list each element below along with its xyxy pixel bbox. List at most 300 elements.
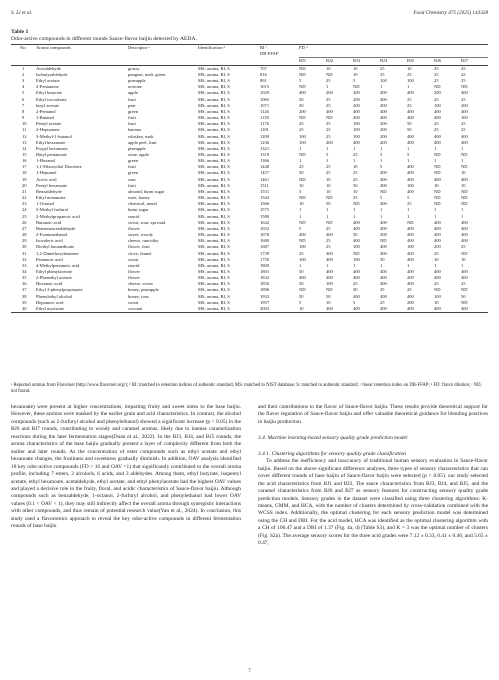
table-cell: 10	[326, 176, 331, 182]
table-cell: MS, aroma, RI, S	[198, 78, 230, 84]
table-cell: 40	[22, 305, 27, 311]
table-cell: 25	[461, 244, 466, 250]
table-cell: 1	[407, 158, 410, 164]
table-cell: 100	[407, 78, 414, 84]
table-cell: 14	[22, 145, 27, 151]
table-cell: 39	[22, 299, 27, 305]
table-cell: 400	[326, 305, 333, 311]
table-cell: fruit	[128, 164, 136, 170]
table-cell: 400	[380, 182, 387, 188]
table-cell: Butanoic acid	[36, 219, 62, 225]
table-cell: 400	[461, 238, 468, 244]
table-cell: 25	[299, 250, 304, 256]
table-cell: 22	[22, 195, 27, 201]
table-cell: Isovaleric acid	[36, 238, 63, 244]
table-cell: fruit	[128, 96, 136, 102]
table-cell: 10	[299, 182, 304, 188]
table-cell: 25	[461, 281, 466, 287]
table-cell: 10	[461, 256, 466, 262]
table-cell: 10	[326, 299, 331, 305]
table-cell: 25	[353, 170, 358, 176]
table-cell: 400	[353, 305, 360, 311]
table-cell: ND	[461, 299, 468, 305]
table-cell: 400	[353, 139, 360, 145]
table-cell: fruit	[128, 121, 136, 127]
table-cell: 25	[461, 127, 466, 133]
col-fd: FD ᵈ	[299, 45, 488, 58]
table-cell: 100	[353, 256, 360, 262]
table-cell: 25	[326, 238, 331, 244]
table-cell: MS, aroma, RI, S	[198, 71, 230, 77]
table-cell: 1	[326, 84, 329, 90]
table-cell: 10	[326, 182, 331, 188]
table-cell: 1461	[260, 176, 270, 182]
table-cell: 1-Hexanol	[36, 158, 56, 164]
table-cell: 38	[22, 293, 27, 299]
table-cell: ND	[461, 152, 468, 157]
table-row	[11, 65, 488, 72]
table-cell: 1832	[260, 275, 270, 281]
table-cell: 400	[380, 96, 387, 102]
table-cell: 1	[326, 158, 329, 164]
table-cell: almond, burnt sugar	[128, 188, 165, 194]
table-cell: 10	[299, 305, 304, 311]
table-cell: 28	[22, 232, 27, 238]
table-cell: 400	[380, 250, 387, 256]
table-cell: 200	[299, 108, 306, 114]
table-cell: 1	[326, 145, 329, 151]
table-cell: 25	[407, 201, 412, 207]
table-cell: honey, rose	[128, 293, 149, 299]
table-cell: Ethyl myristate	[36, 305, 64, 311]
table-cell: chemical, metal	[128, 201, 157, 207]
table-cell: 1-Heptanol	[36, 170, 57, 176]
section-heading: 3.4. Machine learning-based sensory quality grade prediction model	[258, 435, 408, 442]
table-cell: 400	[407, 256, 414, 262]
table-cell: 400	[380, 176, 387, 182]
table-cell: 400	[407, 115, 414, 121]
table-cell: 400	[434, 232, 441, 238]
table-cell: 400	[407, 232, 414, 238]
table-cell: 400	[407, 305, 414, 311]
table-cell: 400	[461, 305, 468, 311]
table-cell: MS, aroma, RI, S	[198, 170, 230, 176]
table-cell: MS, aroma, RI, S	[198, 256, 230, 262]
table-cell: MS, aroma, RI, S	[198, 108, 230, 114]
table-cell: 816	[260, 71, 267, 77]
table-cell: 1236	[260, 139, 270, 145]
table-cell: 10	[407, 65, 412, 71]
table-cell: sweat, sour, apt mud	[128, 219, 166, 225]
table-cell: green	[128, 170, 139, 176]
table-cell: 1	[461, 145, 464, 151]
table-cell: 200	[380, 232, 387, 238]
table-cell: Benzaldehyde	[36, 188, 62, 194]
table-cell: MS, aroma, RI, S	[198, 287, 230, 293]
table-cell: 2-Pentanone	[36, 84, 59, 90]
table-cell: 50	[326, 201, 331, 207]
table-cell: 1575	[260, 207, 270, 213]
table-cell: ND	[380, 238, 387, 244]
table-cell: 25	[326, 225, 331, 231]
table-cell: 25	[299, 164, 304, 170]
table-cell: 100	[299, 244, 306, 250]
table-cell: acetone	[128, 84, 142, 90]
table-cell: 400	[326, 139, 333, 145]
table-cell: MS, aroma, RI, S	[198, 232, 230, 238]
table-cell: ND	[434, 201, 441, 207]
table-cell: MS, aroma, RI, S	[198, 65, 230, 71]
table-cell: Acetaldehyde	[36, 65, 61, 71]
table-cell: flower	[128, 225, 140, 231]
table-cell: 1	[461, 262, 464, 268]
table-cell: 50	[380, 256, 385, 262]
table-cell: 400	[461, 275, 468, 281]
table-cell: 50	[461, 293, 466, 299]
table-cell: 34	[22, 268, 27, 274]
table-cell: 25	[407, 71, 412, 77]
table-cell: ND	[434, 170, 441, 176]
table-cell: grassy	[128, 65, 140, 71]
table-cell: 1176	[260, 121, 269, 127]
table-cell: Ethyl nonanoate	[36, 195, 66, 201]
table-cell: MS, aroma, RI, S	[198, 195, 230, 201]
table-cell: ND	[461, 201, 468, 207]
table-cell: 1	[353, 158, 356, 164]
table-cell: 1	[380, 207, 383, 213]
table-cell: 400	[461, 139, 468, 145]
table-cell: 25	[434, 121, 439, 127]
table-cell: apple peel, fruit	[128, 139, 157, 145]
table-cell: 5	[380, 152, 383, 157]
table-cell: MS, aroma, RI, S	[198, 281, 230, 287]
table-cell: 400	[380, 170, 387, 176]
table-cell: 5	[380, 195, 383, 201]
table-cell: 200	[407, 275, 414, 281]
table-cell: 400	[380, 225, 387, 231]
table-cell: 50	[299, 96, 304, 102]
table-cell: coconut	[128, 305, 143, 311]
table-cell: ND	[299, 65, 306, 71]
table-cell: 1321	[260, 145, 270, 151]
table-cell: banana	[128, 127, 141, 133]
table-cell: 25	[326, 78, 331, 84]
table-cell: ND	[461, 188, 468, 194]
table-cell: 1	[326, 262, 329, 268]
table-cell: 200	[353, 90, 360, 96]
table-cell: 400	[326, 232, 333, 238]
table-cell: 1511	[260, 182, 269, 188]
table-cell: Benzeneacetaldehyde	[36, 225, 76, 231]
table-cell: ND	[434, 188, 441, 194]
table-cell: ND	[434, 195, 441, 201]
table-cell: 1933	[260, 293, 270, 299]
table-cell: 10	[353, 71, 358, 77]
table-cell: 24	[22, 207, 27, 213]
table-cell: Ethyl phenylacetate	[36, 268, 72, 274]
table-cell: 400	[326, 250, 333, 256]
table-cell: Butyl pentanoate	[36, 152, 67, 157]
table-cell: Isobutyraldehyde	[36, 71, 68, 77]
table-cell: 1	[326, 213, 329, 219]
table-cell: 27	[22, 225, 27, 231]
table-cell: 25	[461, 65, 466, 71]
table-cell: 50	[299, 281, 304, 287]
table-cell: 1544	[260, 195, 270, 201]
table-cell: 23	[22, 201, 27, 207]
table-cell: ND	[299, 195, 306, 201]
table-cell: 1	[299, 213, 302, 219]
table-cell: 1029	[260, 90, 270, 96]
table-cell: rancid	[128, 213, 140, 219]
table-cell: 1	[353, 207, 356, 213]
table-cell: 29	[22, 238, 27, 244]
table-cell: butyl acetate	[36, 102, 60, 108]
table-cell: 400	[461, 176, 468, 182]
table-cell: MS, aroma, RI, S	[198, 293, 230, 299]
table-cell: MS, aroma, RI, S	[198, 188, 230, 194]
table-cell: Hexanoic acid	[36, 281, 63, 287]
table-cell: ND	[326, 71, 333, 77]
table-cell: ND	[434, 164, 441, 170]
table-cell: 50	[299, 268, 304, 274]
table-label: Table 1	[11, 29, 29, 35]
table-cell: MS, aroma, RI, S	[198, 139, 230, 145]
table-cell: wine, apple	[128, 152, 149, 157]
table-cell: 400	[326, 256, 333, 262]
table-cell: 100	[353, 121, 360, 127]
table-cell: MS, aroma, RI, S	[198, 121, 230, 127]
table-cell: 25	[407, 102, 412, 108]
table-cell: apple	[128, 90, 138, 96]
table-cell: 100	[326, 281, 333, 287]
table-cell: 1	[407, 84, 410, 90]
table-cell: 400	[380, 293, 387, 299]
table-cell: cheese, sweat	[128, 281, 153, 287]
header-journal: Food Chemistry 475 (2025) 143328	[413, 10, 488, 16]
table-cell: 400	[353, 225, 360, 231]
table-cell: 400	[407, 293, 414, 299]
table-cell: 25	[353, 195, 358, 201]
table-cell: ND	[326, 115, 333, 121]
table-cell: 10	[434, 256, 439, 262]
table-cell: sweat	[128, 299, 139, 305]
table-cell: MS, aroma, RI, S	[198, 207, 230, 213]
table-cell: 5	[407, 195, 410, 201]
table-cell: 17	[22, 164, 27, 170]
table-cell: 50	[326, 293, 331, 299]
table-cell: 400	[299, 275, 306, 281]
table-cell: 18	[22, 170, 27, 176]
table-cell: 25	[461, 96, 466, 102]
table-cell: 200	[434, 244, 441, 250]
table-cell: 1	[461, 158, 464, 164]
table-cell: 2-Methylpropanoic acid	[36, 213, 80, 219]
table-cell: 25	[380, 65, 385, 71]
table-cell: 12	[22, 133, 27, 139]
table-cell: 100	[434, 102, 441, 108]
paragraph: and their contributions to the flavor of Sauce-flavor baijiu. These results provide theoretical support for the flavor regulation of Sauce-flavor baijiu and offer valuable theoretical guidance for blending practices in baijiu production.	[258, 404, 488, 425]
table-cell: 400	[461, 90, 468, 96]
table-cell: 400	[380, 219, 387, 225]
table-cell: 707	[260, 65, 267, 71]
table-cell: sweat	[128, 256, 139, 262]
table-cell: ND	[434, 152, 441, 157]
left-column	[11, 404, 241, 531]
table-cell: ND	[461, 195, 468, 201]
table-cell: 1015	[260, 84, 270, 90]
table-cell: 1801	[260, 268, 270, 274]
table-cell: Propyl hexanoate	[36, 145, 68, 151]
table-cell: 30	[22, 244, 27, 250]
table-cell: 400	[407, 238, 414, 244]
table-cell: 200	[353, 115, 360, 121]
table-cell: 400	[434, 108, 441, 114]
table-cell: 400	[434, 176, 441, 182]
table-cell: 25	[380, 287, 385, 293]
table-cell: pineapple	[128, 145, 146, 151]
table-cell: 400	[380, 139, 387, 145]
table-cell: MS, aroma, RI, S	[198, 219, 230, 225]
table-cell: 2003	[260, 305, 270, 311]
table-cell: 50	[299, 293, 304, 299]
table-cell: 1	[407, 207, 410, 213]
table-cell: ND	[461, 164, 468, 170]
table-cell: 37	[22, 287, 27, 293]
table-cell: 1680	[260, 238, 270, 244]
table-cell: ND	[461, 250, 468, 256]
table-cell: flower	[128, 275, 140, 281]
table-cell: 400	[407, 225, 414, 231]
table-cell: 1319	[260, 152, 270, 157]
table-cell: Heptanoic acid	[36, 299, 64, 305]
table-cell: 1	[299, 145, 302, 151]
table-cell: Pentanoic acid	[36, 256, 63, 262]
table-cell: Diethyl butanedioate	[36, 244, 75, 250]
table-cell: 100	[299, 139, 306, 145]
table-cell: 1065	[260, 96, 270, 102]
table-cell: Ethyl 3-phenylpropionate	[36, 287, 83, 293]
table-cell: 100	[434, 293, 441, 299]
table-cell: 10	[461, 170, 466, 176]
table-cell: green	[128, 108, 139, 114]
table-cell: Pentyl hexanoate	[36, 182, 68, 188]
table-cell: 400	[380, 115, 387, 121]
table-cell: 400	[461, 133, 468, 139]
col-no: No.	[20, 45, 27, 50]
table-cell: 400	[299, 232, 306, 238]
table-cell: 25	[326, 102, 331, 108]
table-cell: 1	[380, 262, 383, 268]
table-cell: 5-Methyl furfural	[36, 207, 68, 213]
table-cell: 1-Butanol	[36, 115, 55, 121]
table-cell: 4	[22, 84, 25, 90]
table-cell: 400	[407, 139, 414, 145]
odor-compounds-table	[11, 44, 488, 313]
table-cell: MS, aroma, RI, S	[198, 244, 230, 250]
table-cell: 1	[461, 213, 464, 219]
table-cell: 1	[299, 207, 302, 213]
table-cell: 31	[22, 250, 27, 256]
table-cell: 5	[299, 78, 302, 84]
table-cell: 25	[326, 170, 331, 176]
table-cell: 25	[407, 287, 412, 293]
table-cell: 1071	[260, 102, 270, 108]
table-cell: 1642	[260, 219, 270, 225]
table-cell: 400	[380, 281, 387, 287]
table-cell: MS, aroma, RI, S	[198, 158, 230, 164]
table-cell: whiskey, malt	[128, 133, 154, 139]
table-cell: MS, aroma, RI, S	[198, 225, 230, 231]
table-cell: 400	[407, 170, 414, 176]
table-cell: 400	[380, 90, 387, 96]
table-cell: MS, aroma, RI, S	[198, 145, 230, 151]
table-cell: 1687	[260, 244, 270, 250]
table-cell: 1	[407, 213, 410, 219]
table-cell: MS, aroma, RI, S	[198, 115, 230, 121]
table-cell: 100	[353, 244, 360, 250]
table-cell: ND	[380, 188, 387, 194]
table-caption-text: Odor-active compounds in different rounds Sauce-flavor baijiu detected by AEDA.	[11, 36, 197, 42]
table-cell: 2-Pentanol	[36, 108, 56, 114]
table-cell: 1	[380, 84, 383, 90]
table-cell: 200	[353, 102, 360, 108]
table-caption	[11, 29, 197, 43]
table-cell: 1	[326, 207, 329, 213]
table-cell: ND	[326, 219, 333, 225]
table-cell: 2	[22, 71, 25, 77]
table-cell: 400	[380, 305, 387, 311]
table-cell: 1531	[260, 188, 270, 194]
table-cell: 10	[353, 65, 358, 71]
table-cell: 5	[299, 225, 302, 231]
table-cell: MS, aroma, RI, S	[198, 250, 230, 256]
table-cell: 200	[380, 121, 387, 127]
table-cell: 25	[434, 127, 439, 133]
table-cell: MS, aroma, RI, S	[198, 90, 230, 96]
table-cell: 1652	[260, 225, 270, 231]
table-cell: 200	[326, 90, 333, 96]
table-cell: 400	[461, 232, 468, 238]
table-cell: 1	[407, 262, 410, 268]
table-cell: 200	[380, 133, 387, 139]
table-cell: 400	[461, 225, 468, 231]
table-cell: MS, aroma, RI, S	[198, 133, 230, 139]
table-cell: MS, aroma, RI, S	[198, 275, 230, 281]
table-cell: 1739	[260, 250, 270, 256]
table-cell: 2-Furanmethanol	[36, 232, 68, 238]
table-cell: 200	[353, 96, 360, 102]
table-cell: 400	[461, 268, 468, 274]
table-cell: 25	[326, 244, 331, 250]
table-cell: 5	[326, 152, 329, 157]
table-cell: 400	[434, 219, 441, 225]
table-cell: 400	[353, 268, 360, 274]
table-cell: 1	[434, 207, 437, 213]
table-cell: 35	[22, 275, 27, 281]
table-cell: 15	[22, 152, 27, 157]
fd-rounds-row	[11, 57, 488, 65]
table-cell: ND	[326, 287, 333, 293]
table-cell: 10	[326, 65, 331, 71]
table-cell: 400	[434, 225, 441, 231]
table-cell: 400	[353, 293, 360, 299]
table-cell: 25	[326, 96, 331, 102]
table-cell: 5	[353, 78, 356, 84]
table-cell: 400	[461, 108, 468, 114]
table-cell: 25	[434, 250, 439, 256]
table-cell: MS, aroma, RI, S	[198, 299, 230, 305]
